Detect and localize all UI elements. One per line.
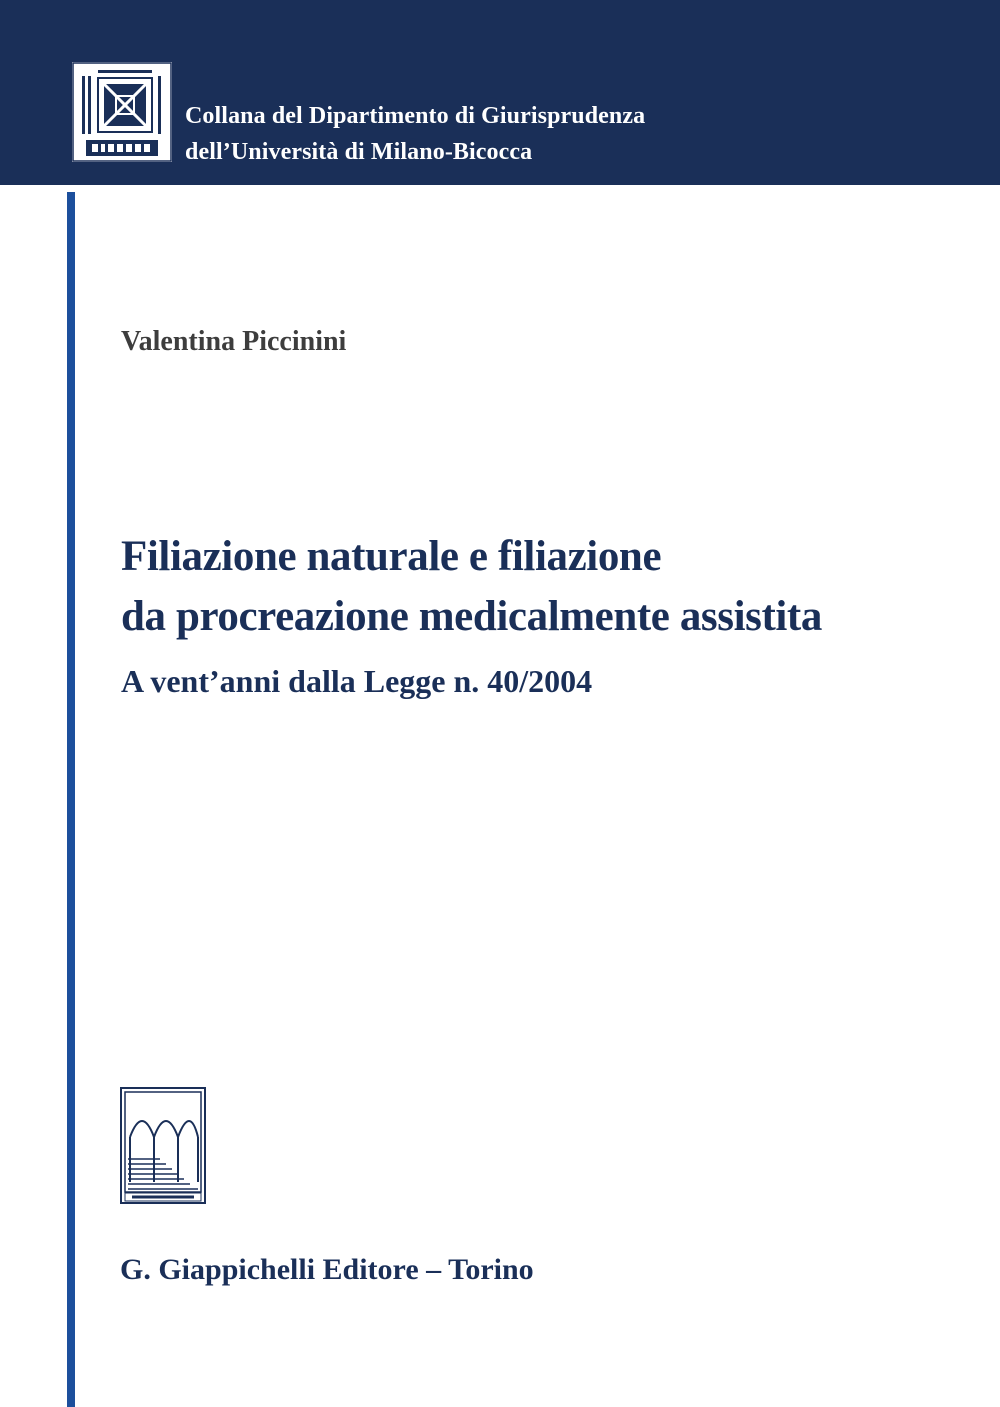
university-seal-icon <box>72 62 172 162</box>
book-author: Valentina Piccinini <box>121 326 347 357</box>
series-line-1: Collana del Dipartimento di Giurisprudenza <box>185 103 646 129</box>
book-title-line-2: da procreazione medicalmente assistita <box>121 593 822 640</box>
book-title <box>121 527 822 647</box>
header-band <box>0 0 1000 185</box>
book-title-line-1: Filiazione naturale e filiazione <box>121 533 662 580</box>
book-subtitle: A vent’anni dalla Legge n. 40/2004 <box>121 663 593 699</box>
publisher-logo <box>120 1087 206 1204</box>
university-logo <box>72 62 172 162</box>
series-title <box>185 98 645 170</box>
series-line-2: dell’Università di Milano-Bicocca <box>185 139 533 165</box>
accent-vertical-rule <box>67 192 75 1407</box>
publisher-name: G. Giappichelli Editore – Torino <box>120 1253 534 1286</box>
publisher-emblem-icon <box>120 1087 206 1204</box>
